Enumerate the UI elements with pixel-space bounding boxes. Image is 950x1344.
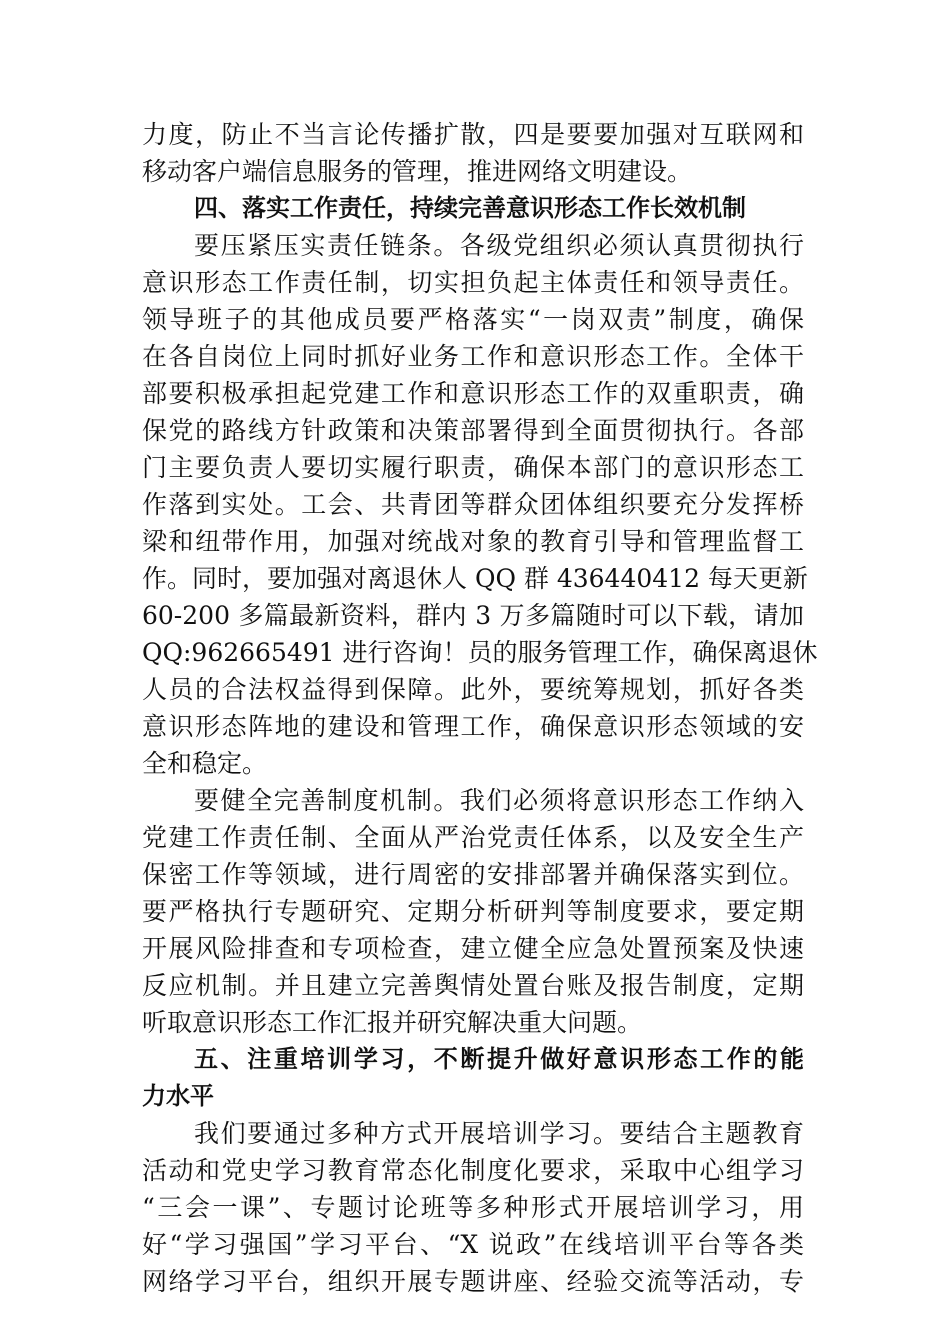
text-line: 部要积极承担起党建工作和意识形态工作的双重职责，确 [142, 379, 804, 408]
text-line: 力度，防止不当言论传播扩散，四是要要加强对互联网和 [142, 120, 804, 149]
text-line: 要健全完善制度机制。我们必须将意识形态工作纳入 [194, 786, 804, 815]
text-line: 意识形态阵地的建设和管理工作，确保意识形态领域的安 [142, 712, 804, 741]
paragraph [142, 1115, 804, 1300]
text-line: 我们要通过多种方式开展培训学习。要结合主题教育 [194, 1119, 804, 1148]
document-page [142, 116, 818, 1300]
text-line: 保密工作等领域，进行周密的安排部署并确保落实到位。 [142, 860, 804, 889]
text-line: 在各自岗位上同时抓好业务工作和意识形态工作。全体干 [142, 342, 804, 371]
text-line: 网络学习平台，组织开展专题讲座、经验交流等活动，专 [142, 1267, 804, 1296]
text-line: 意识形态工作责任制，切实担负起主体责任和领导责任。 [142, 268, 804, 297]
text-line: 开展风险排查和专项检查，建立健全应急处置预案及快速 [142, 934, 804, 963]
text-line: 人员的合法权益得到保障。此外，要统筹规划，抓好各类 [142, 675, 804, 704]
text-line: 60-200 多篇最新资料，群内 3 万多篇随时可以下载，请加 [142, 601, 804, 630]
text-line: 要压紧压实责任链条。各级党组织必须认真贯彻执行 [194, 231, 804, 260]
text-line: 移动客户端信息服务的管理，推进网络文明建设。 [142, 157, 693, 186]
paragraph [142, 116, 804, 190]
section-heading-5 [142, 1041, 804, 1115]
text-line: 活动和党史学习教育常态化制度化要求，采取中心组学习 [142, 1156, 804, 1185]
text-line: “三会一课”、专题讨论班等多种形式开展培训学习，用 [142, 1193, 804, 1222]
text-line: 党建工作责任制、全面从严治党责任体系，以及安全生产 [142, 823, 804, 852]
heading-line: 力水平 [142, 1082, 214, 1110]
text-line: 领导班子的其他成员要严格落实“一岗双责”制度，确保 [142, 305, 804, 334]
text-line: 保党的路线方针政策和决策部署得到全面贯彻执行。各部 [142, 416, 804, 445]
heading-line: 四、落实工作责任，持续完善意识形态工作长效机制 [194, 194, 746, 222]
text-line: 门主要负责人要切实履行职责，确保本部门的意识形态工 [142, 453, 804, 482]
text-line: 反应机制。并且建立完善舆情处置台账及报告制度，定期 [142, 971, 804, 1000]
text-line: 好“学习强国”学习平台、“X 说政”在线培训平台等各类 [142, 1230, 804, 1259]
paragraph [142, 782, 804, 1041]
text-line: 梁和纽带作用，加强对统战对象的教育引导和管理监督工 [142, 527, 804, 556]
section-heading-4 [142, 190, 804, 227]
text-line: 作。同时，要加强对离退休人 QQ 群 436440412 每天更新 [142, 564, 808, 593]
heading-line: 五、注重培训学习，不断提升做好意识形态工作的能 [194, 1045, 804, 1073]
text-line: 要严格执行专题研究、定期分析研判等制度要求，要定期 [142, 897, 804, 926]
text-line: 作落到实处。工会、共青团等群众团体组织要充分发挥桥 [142, 490, 804, 519]
text-line: QQ:962665491 进行咨询！员的服务管理工作，确保离退休 [142, 638, 818, 667]
paragraph [142, 227, 818, 782]
text-line: 全和稳定。 [142, 749, 268, 778]
text-line: 听取意识形态工作汇报并研究解决重大问题。 [142, 1008, 643, 1037]
